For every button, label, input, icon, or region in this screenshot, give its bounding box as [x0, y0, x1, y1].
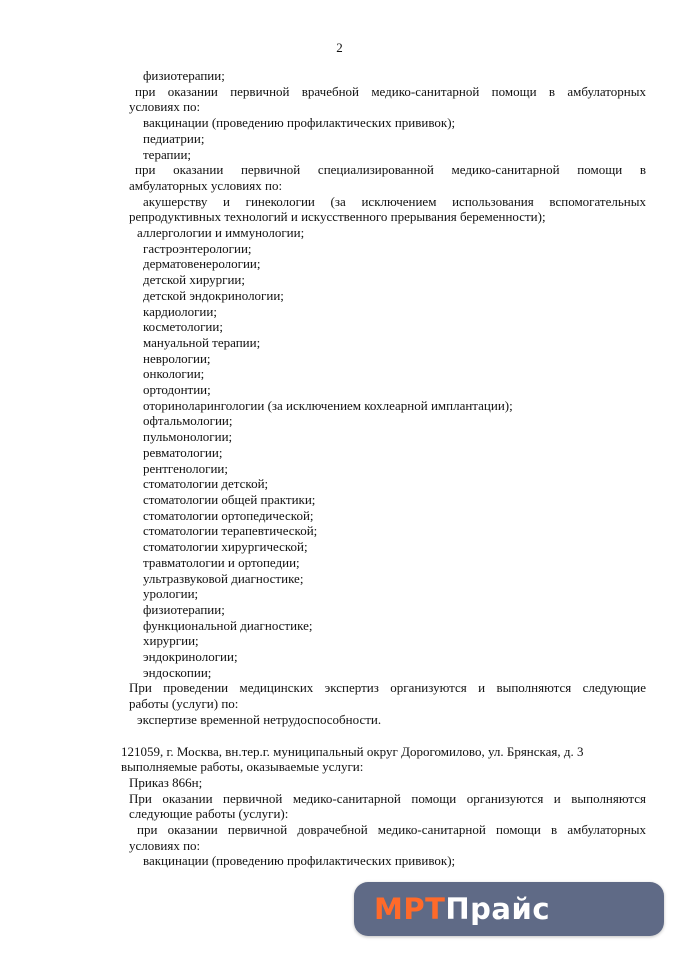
text-line: ревматологии; — [143, 444, 223, 460]
text-line: при оказании первичной врачебной медико-санитарной помощи в амбулаторных — [135, 83, 646, 99]
text-line: стоматологии хирургической; — [143, 539, 308, 555]
text-line: При проведении медицинских экспертиз организуются и выполняются следующие — [129, 680, 646, 696]
text-line: эндоскопии; — [143, 664, 212, 680]
text-line: неврологии; — [143, 350, 211, 366]
text-line: стоматологии ортопедической; — [143, 507, 314, 523]
text-line: стоматологии детской; — [143, 476, 269, 492]
text-line: эндокринологии; — [143, 649, 238, 665]
text-line: онкологии; — [143, 366, 205, 382]
text-line: физиотерапии; — [143, 601, 225, 617]
text-line: пульмонологии; — [143, 429, 233, 445]
text-line: работы (услуги) по: — [129, 696, 239, 712]
text-line: офтальмологии; — [143, 413, 233, 429]
text-line: вакцинации (проведению профилактических прививок); — [143, 115, 456, 131]
text-line: при оказании первичной специализированной медико-санитарной помощи в — [135, 162, 646, 178]
text-line: кардиологии; — [143, 303, 217, 319]
text-line: урологии; — [143, 586, 199, 602]
text-line: косметологии; — [143, 319, 223, 335]
watermark-part-price: Прайс — [445, 892, 551, 926]
page-number: 2 — [336, 40, 343, 55]
text-line: вакцинации (проведению профилактических прививок); — [143, 853, 456, 869]
text-line: функциональной диагностике; — [143, 617, 313, 633]
text-line: экспертизе временной нетрудоспособности. — [137, 711, 382, 727]
text-line: детской хирургии; — [143, 272, 246, 288]
text-line: условиях по: — [129, 99, 201, 115]
text-line: ортодонтии; — [143, 382, 211, 398]
text-line: ультразвуковой диагностике; — [143, 570, 304, 586]
text-line: физиотерапии; — [143, 68, 225, 83]
text-line: дерматовенерологии; — [143, 256, 261, 272]
text-line: педиатрии; — [143, 130, 205, 146]
text-line: терапии; — [143, 146, 192, 162]
watermark-part-mrt: МРТ — [374, 892, 446, 926]
text-line: следующие работы (услуги): — [129, 806, 289, 822]
text-line: При оказании первичной медико-санитарной помощи организуются и выполняются — [129, 790, 646, 806]
text-line: Приказ 866н; — [129, 774, 203, 790]
blank-line — [121, 728, 646, 744]
text-line: оториноларингологии (за исключением кохлеарной имплантации); — [143, 397, 513, 413]
mrtprice-watermark-logo[interactable] — [354, 882, 664, 936]
text-line: мануальной терапии; — [143, 334, 261, 350]
text-line: репродуктивных технологий и искусственного прерывания беременности); — [129, 209, 546, 225]
text-line: рентгенологии; — [143, 460, 228, 476]
text-line: аллергологии и иммунологии; — [137, 225, 305, 241]
text-line: выполняемые работы, оказываемые услуги: — [121, 759, 364, 775]
document-body — [121, 68, 646, 869]
text-line: амбулаторных условиях по: — [129, 177, 283, 193]
text-line: хирургии; — [143, 633, 199, 649]
text-line: стоматологии общей практики; — [143, 491, 316, 507]
text-line: условиях по: — [129, 837, 201, 853]
text-line: 121059, г. Москва, вн.тер.г. муниципальный округ Дорогомилово, ул. Брянская, д. 3 — [121, 743, 584, 759]
text-line: стоматологии терапевтической; — [143, 523, 318, 539]
text-line: акушерству и гинекологии (за исключением использования вспомогательных — [143, 193, 646, 209]
text-line: детской эндокринологии; — [143, 287, 284, 303]
text-line: гастроэнтерологии; — [143, 240, 252, 256]
text-line: травматологии и ортопедии; — [143, 554, 300, 570]
text-line: при оказании первичной доврачебной медико-санитарной помощи в амбулаторных — [137, 822, 646, 838]
